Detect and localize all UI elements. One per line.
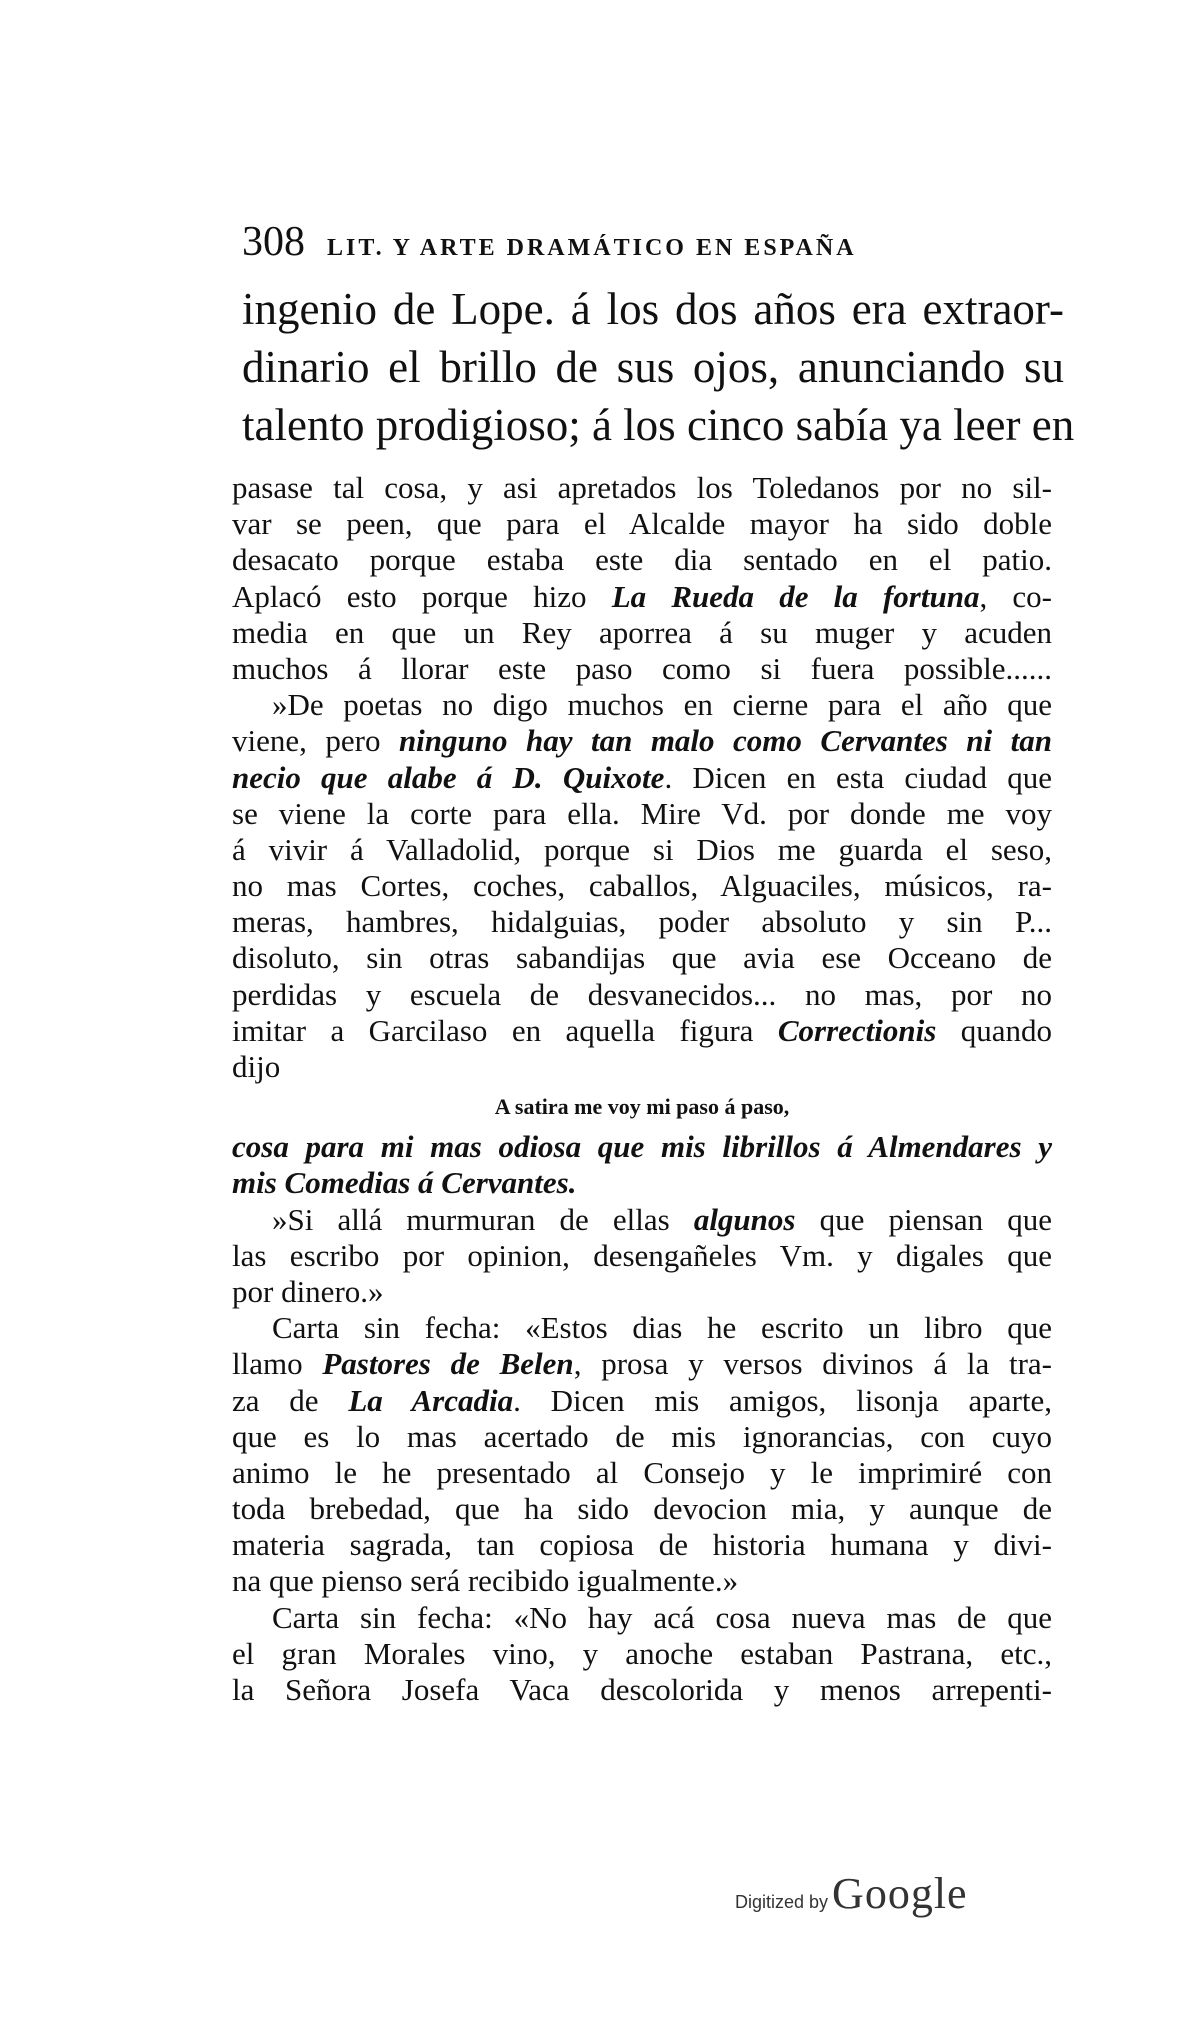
- footnote-line: pasase tal cosa, y asi apretados los Toledanos por no sil-: [232, 470, 1052, 505]
- footnote-line: meras, hambres, hidalguias, poder absoluto y sin P...: [232, 904, 1052, 940]
- footnote-line: se viene la corte para ella. Mire Vd. por donde me voy: [232, 795, 1052, 831]
- footnote-line: »De poetas no digo muchos en cierne para el año que: [272, 687, 1052, 723]
- digitized-watermark: [735, 1868, 968, 1919]
- running-head: [242, 218, 1062, 266]
- footnote-line: desacato porque estaba este dia sentado en el patio.: [232, 542, 1052, 578]
- text-run: que piensan que: [795, 1201, 1053, 1237]
- text-run: imitar a Garcilaso en aquella figura: [232, 1012, 778, 1048]
- italic-quote: ninguno hay tan malo como Cervantes ni tan: [398, 723, 1052, 759]
- footnote-line: muchos á llorar este paso como si fuera possible......: [232, 650, 1052, 686]
- running-head-title: LIT. Y ARTE DRAMÁTICO EN ESPAÑA: [327, 235, 857, 261]
- footnote-line: perdidas y escuela de desvanecidos... no mas, por no: [232, 976, 1052, 1012]
- main-text-line: dinario el brillo de sus ojos, anunciando su: [242, 342, 1064, 392]
- text-run: Aplacó esto porque hizo: [232, 578, 612, 614]
- text-run: za de: [232, 1382, 349, 1418]
- footnote-line: disoluto, sin otras sabandijas que avia ese Occeano de: [232, 940, 1052, 976]
- footnote-line: la Señora Josefa Vaca descolorida y menos arrepenti-: [232, 1672, 1052, 1707]
- footnote-line: [232, 1129, 1052, 1165]
- footnote-line: [232, 723, 1052, 759]
- footnote-line: [232, 1202, 1052, 1238]
- text-run: viene, pero: [232, 723, 399, 759]
- main-text-line: talento prodigioso; á los cinco sabía ya leer en: [242, 400, 1075, 450]
- text-run: llamo: [232, 1346, 323, 1382]
- footnote-line: dijo: [232, 1049, 281, 1084]
- main-text: [242, 280, 1075, 454]
- footnote-line: [232, 1165, 1052, 1201]
- footnote-line: media en que un Rey aporrea á su muger y acuden: [232, 614, 1052, 650]
- footnote-line: que es lo mas acertado de mis ignorancias, con cuyo: [232, 1418, 1052, 1454]
- watermark-prefix: Digitized by: [735, 1892, 829, 1912]
- verse-quote: A satira me voy mi paso á paso,: [494, 1094, 790, 1120]
- text-run: . Dicen mis amigos, lisonja aparte,: [513, 1382, 1053, 1418]
- italic-word: algunos: [693, 1201, 796, 1237]
- italic-term: Correctionis: [777, 1012, 937, 1048]
- footnote-line: [232, 1346, 1052, 1382]
- page-number: 308: [242, 219, 305, 265]
- footnote-line: [232, 1383, 1052, 1419]
- footnote-block: [232, 470, 1052, 1708]
- footnote-line: el gran Morales vino, y anoche estaban Pastrana, etc.,: [232, 1635, 1052, 1671]
- italic-quote: necio que alabe á D. Quixote: [232, 759, 665, 795]
- text-run: »Si allá murmuran de ellas: [272, 1201, 694, 1237]
- text-run: , co-: [979, 578, 1052, 614]
- italic-verse: mis Comedias á Cervantes.: [232, 1165, 577, 1201]
- footnote-line: na que pienso será recibido igualmente.»: [232, 1563, 739, 1599]
- italic-title: Pastores de Belen: [322, 1346, 574, 1382]
- main-text-line: ingenio de Lope. á los dos años era extraor-: [242, 284, 1064, 334]
- footnote-line: [232, 760, 1052, 796]
- footnote-line: á vivir á Valladolid, porque si Dios me guarda el seso,: [232, 831, 1052, 867]
- google-logo: Google: [832, 1869, 968, 1918]
- footnote-line: por dinero.»: [232, 1273, 384, 1309]
- italic-title: La Rueda de la fortuna: [611, 578, 980, 614]
- footnote-line: var se peen, que para el Alcalde mayor ha sido doble: [232, 506, 1052, 542]
- text-run: . Dicen en esta ciudad que: [664, 759, 1052, 795]
- footnote-line: [232, 579, 1052, 615]
- italic-title: La Arcadia: [348, 1382, 514, 1418]
- footnote-line: [232, 1013, 1052, 1049]
- footnote-line: las escribo por opinion, desengañeles Vm. y digales que: [232, 1237, 1052, 1273]
- footnote-line: Carta sin fecha: «No hay acá cosa nueva mas de que: [272, 1599, 1052, 1635]
- footnote-line: animo le he presentado al Consejo y le imprimiré con: [232, 1454, 1052, 1490]
- footnote-line: Carta sin fecha: «Estos dias he escrito un libro que: [272, 1310, 1052, 1346]
- footnote-line: toda brebedad, que ha sido devocion mia, y aunque de: [232, 1491, 1052, 1527]
- footnote-line: no mas Cortes, coches, caballos, Alguaciles, músicos, ra-: [232, 868, 1052, 904]
- text-run: , prosa y versos divinos á la tra-: [573, 1346, 1053, 1382]
- text-run: quando: [936, 1012, 1052, 1048]
- footnote-line: materia sagrada, tan copiosa de historia humana y divi-: [232, 1527, 1052, 1563]
- italic-verse: cosa para mi mas odiosa que mis librillos á Almendares y: [232, 1129, 1052, 1165]
